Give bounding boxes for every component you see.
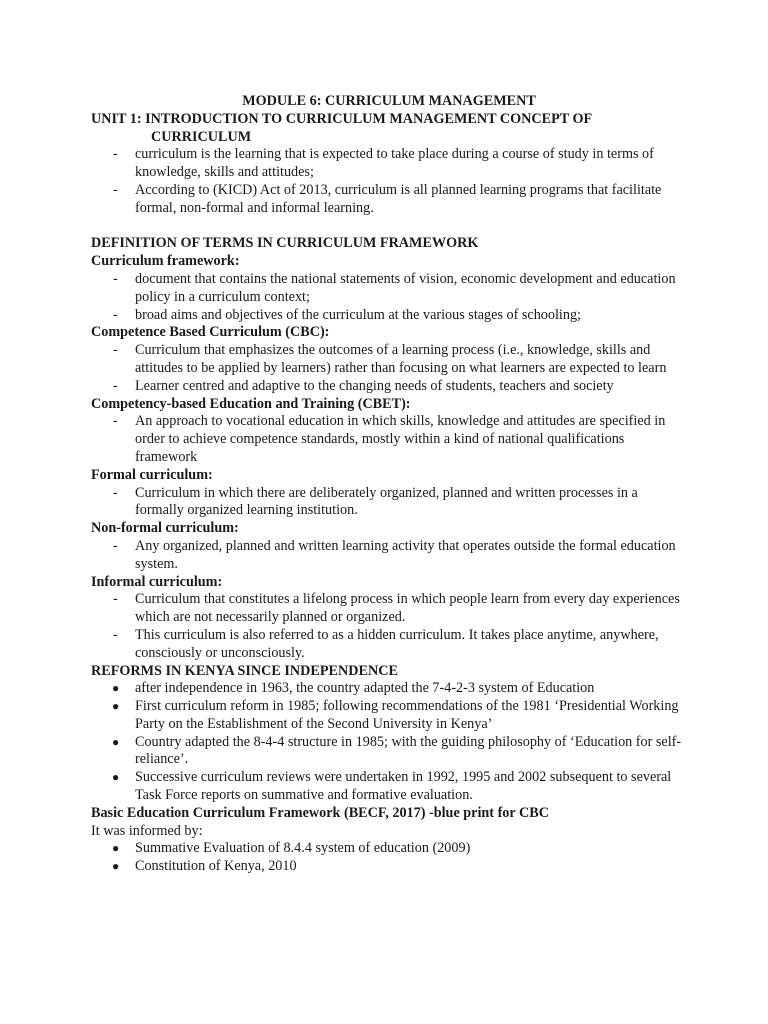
- dash-marker: -: [113, 626, 118, 643]
- becf-heading: Basic Education Curriculum Framework (BECF, 2017) -blue print for CBC: [91, 804, 549, 821]
- bullet-marker: ●: [112, 699, 120, 714]
- dash-marker: -: [113, 537, 118, 554]
- list-item: ● First curriculum reform in 1985; following recommendations of the 1981 ‘Presidential Working Party on the Establishment of the Second University in Kenya’: [112, 698, 679, 732]
- list-item: - curriculum is the learning that is expected to take place during a course of study in terms of knowledge, skills and attitudes;: [113, 146, 654, 181]
- cbc-heading: Competence Based Curriculum (CBC):: [91, 324, 330, 341]
- list-item: - Curriculum in which there are deliberately organized, planned and written processes in a formally organized learning institution.: [113, 484, 638, 519]
- bullet-marker: ●: [112, 841, 120, 856]
- list-item: - According to (KICD) Act of 2013, curriculum is all planned learning programs that facilitate formal, non-formal and informal learning.: [113, 181, 662, 216]
- non-formal-curriculum-list: [91, 538, 687, 574]
- list-item: - Curriculum that emphasizes the outcomes of a learning process (i.e., knowledge, skills and attitudes to be applied by learners) rather than focusing on what learners are expected to learn: [113, 342, 667, 376]
- dash-marker: -: [113, 181, 118, 198]
- unit-title-line-1: UNIT 1: INTRODUCTION TO CURRICULUM MANAGEMENT CONCEPT OF: [91, 110, 593, 127]
- becf-list: [91, 840, 687, 876]
- informal-curriculum-list: [91, 591, 687, 662]
- list-item: - document that contains the national statements of vision, economic development and education policy in a curriculum context;: [113, 270, 676, 305]
- dash-marker: -: [113, 377, 118, 394]
- list-item: - Curriculum that constitutes a lifelong process in which people learn from every day experiences which are not necessarily planned or organized.: [113, 591, 680, 626]
- reforms-list: [91, 680, 687, 805]
- bullet-marker: ●: [112, 859, 120, 874]
- non-formal-curriculum-heading: Non-formal curriculum:: [91, 520, 239, 537]
- cbet-list: [91, 413, 687, 466]
- reforms-heading: REFORMS IN KENYA SINCE INDEPENDENCE: [91, 662, 398, 679]
- dash-marker: -: [113, 270, 118, 287]
- curriculum-framework-list: [91, 271, 687, 324]
- list-item: ● Summative Evaluation of 8.4.4 system of education (2009): [112, 840, 471, 857]
- list-item: ● Country adapted the 8-4-4 structure in 1985; with the guiding philosophy of ‘Education for self-reliance’.: [112, 733, 682, 768]
- dash-marker: -: [113, 342, 118, 359]
- bullet-marker: ●: [112, 681, 120, 696]
- document-content: [91, 93, 687, 876]
- spacer: [91, 218, 687, 236]
- intro-list: [91, 146, 687, 217]
- bullet-marker: ●: [112, 734, 120, 749]
- list-item: - broad aims and objectives of the curriculum at the various stages of schooling;: [113, 306, 581, 323]
- list-item: - Learner centred and adaptive to the changing needs of students, teachers and society: [113, 377, 614, 394]
- list-item: ● Constitution of Kenya, 2010: [112, 858, 297, 875]
- curriculum-framework-heading: Curriculum framework:: [91, 253, 240, 270]
- unit-title: [91, 111, 687, 147]
- becf-intro: It was informed by:: [91, 822, 203, 839]
- cbc-list: [91, 342, 687, 395]
- dash-marker: -: [113, 413, 118, 430]
- list-item: - An approach to vocational education in which skills, knowledge and attitudes are specified in order to achieve competence standards, mostly within a kind of national qualifications framework: [113, 413, 666, 465]
- formal-curriculum-heading: Formal curriculum:: [91, 466, 213, 483]
- informal-curriculum-heading: Informal curriculum:: [91, 573, 223, 590]
- dash-marker: -: [113, 484, 118, 501]
- dash-marker: -: [113, 591, 118, 608]
- formal-curriculum-list: [91, 485, 687, 521]
- dash-marker: -: [113, 306, 118, 323]
- list-item: - This curriculum is also referred to as a hidden curriculum. It takes place anytime, anywhere, consciously or unconsciously.: [113, 626, 659, 661]
- dash-marker: -: [113, 146, 118, 163]
- list-item: ● Successive curriculum reviews were undertaken in 1992, 1995 and 2002 subsequent to several Task Force reports on summative and formative evaluation.: [112, 769, 672, 804]
- definitions-heading: DEFINITION OF TERMS IN CURRICULUM FRAMEWORK: [91, 235, 479, 252]
- list-item: - Any organized, planned and written learning activity that operates outside the formal education system.: [113, 537, 676, 572]
- unit-title-line-2: CURRICULUM: [151, 128, 252, 145]
- list-item: ● after independence in 1963, the country adapted the 7-4-2-3 system of Education: [112, 680, 595, 697]
- cbet-heading: Competency-based Education and Training (CBET):: [91, 395, 411, 412]
- bullet-marker: ●: [112, 770, 120, 785]
- module-title: MODULE 6: CURRICULUM MANAGEMENT: [242, 93, 536, 109]
